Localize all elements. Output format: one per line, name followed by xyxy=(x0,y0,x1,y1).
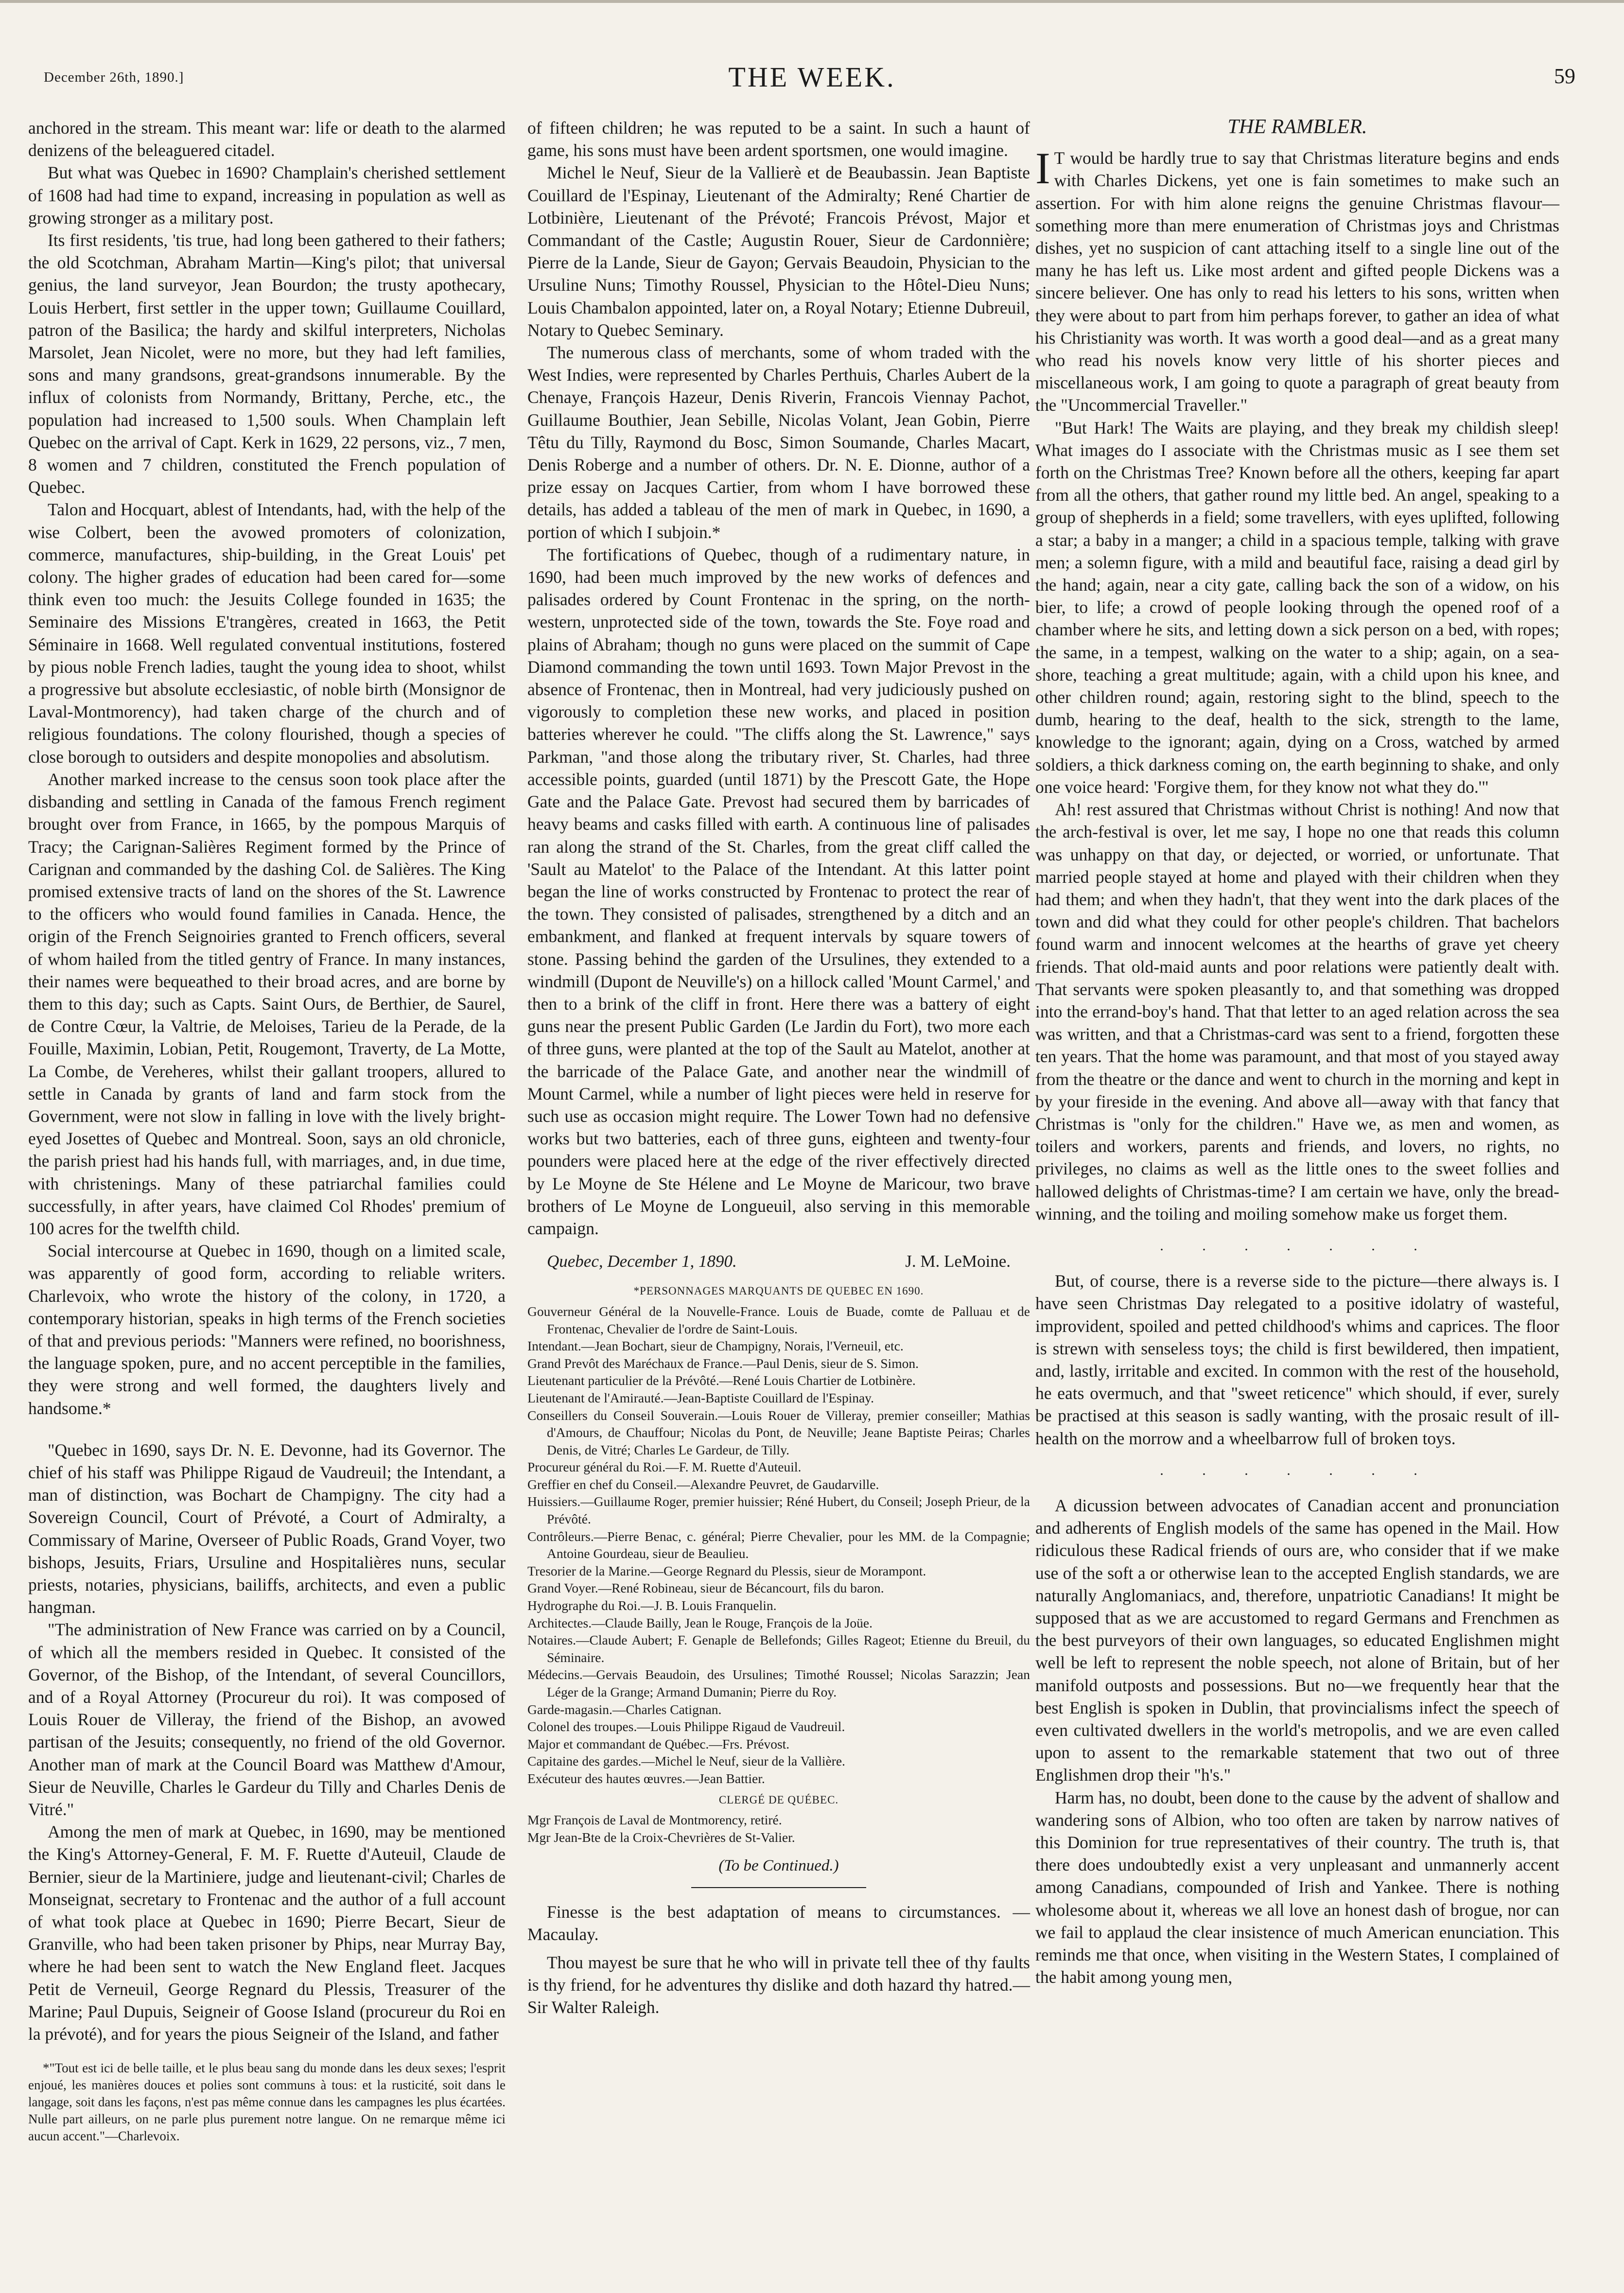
paragraph: But, of course, there is a reverse side to the picture—there always is. I have seen Christmas Day relegated to a positive idolatry of wasteful, improvident, spoiled and petted childhood's whims and caprices. The floor is strewn with senseless toys; the child is first bewildered, then impatient, and, lastly, irritable and excited. In common with the rest of the household, he eats overmuch, and that "sweet reticence" which should, if ever, surely be practised at this season is sadly wanting, with the prosaic result of ill-health on the morrow and a wheelbarrow full of broken toys. xyxy=(1035,1271,1559,1448)
list-item: Greffier en chef du Conseil.—Alexandre Peuvret, de Gaudarville. xyxy=(527,1476,879,1492)
list-item: Lieutenant particulier de la Prévôté.—René Louis Chartier de Lotbinère. xyxy=(527,1373,916,1388)
maxim: Finesse is the best adaptation of means to circumstances. —Macaulay. xyxy=(527,1902,1030,1944)
paragraph-text: T would be hardly true to say that Christmas literature begins and ends with Charles Dickens, yet one is fain sometimes to make such an assertion. For with him alone reigns the genuine Christmas flavour—something more than mere enumeration of Christmas joys and Christmas dishes, yet no suspicion of cant attaching itself to a single line out of the many he has left us. Like most ardent and gifted people Dickens was a sincere believer. One has only to read his letters to his sons, written when they were about to part from him perhaps forever, to gather an idea of what his Christianity was worth. It was worth a good deal—and as a great many who read his novels know very little of his shorter pieces and miscellaneous work, I am going to quote a paragraph of great beauty from the "Uncommercial Traveller." xyxy=(1035,148,1559,415)
paragraph: Among the men of mark at Quebec, in 1690, may be mentioned the King's Attorney-General, F. M. F. Ruette d'Auteuil, Claude de Bernier, sieur de la Martiniere, judge and lieutenant-civil; Charles de Monseignat, secretary to Frontenac and the author of a full account of what took place at Quebec in 1690; Pierre Becart, Sieur de Granville, who had been taken prisoner by Phips, near Murray Bay, where he had been sent to watch the New England fleet. Jacques Petit de Verneuil, George Regnard du Plessis, Treasurer of the Marine; Paul Dupuis, Seigneir of Goose Island (procureur du Roi en la prévoté), and for years the pious Seigneir of the Island, and father xyxy=(28,1822,506,2044)
paragraph: The numerous class of merchants, some of whom traded with the West Indies, were represented by Charles Perthuis, Charles Aubert de la Chenaye, François Hazeur, Denis Riverin, Francois Viennay Pachot, Guillaume Bouthier, Jean Sebille, Nicolas Volant, Jean Gobin, Pierre Têtu du Tilly, Raymond du Bosc, Simon Soumande, Charles Macart, Denis Roberge and a number of others. Dr. N. E. Dionne, author of a prize essay on Jacques Cartier, from whom I have borrowed these details, has added a tableau of the men of mark in Quebec, in 1690, a portion of which I subjoin.* xyxy=(527,343,1030,542)
maxim: Thou mayest be sure that he who will in private tell thee of thy faults is thy friend, for he adventures thy dislike and doth hazard thy hatred.—Sir Walter Raleigh. xyxy=(527,1952,1030,2017)
list-item: Lieutenant de l'Amirauté.—Jean-Baptiste Couillard de l'Espinay. xyxy=(527,1390,874,1405)
list-item: Conseillers du Conseil Souverain.—Louis Rouer de Villeray, premier conseiller; Mathias d'Amours, de Chauffour; Nicolas du Pont, de Neuville; Jeane Baptiste Peiras; Charles Denis, de Vitré; Charles Le Gardeur, de Tilly. xyxy=(527,1407,1030,1457)
list-item: Notaires.—Claude Aubert; F. Genaple de Bellefonds; Gilles Rageot; Etienne du Breuil, du Séminaire. xyxy=(527,1632,1030,1665)
paragraph: A dicussion between advocates of Canadian accent and pronunciation and adherents of English models of the same has opened in the Mail. How ridiculous these Radical friends of ours are, who consider that if we make use of the soft a or otherwise lean to the accepted English standards, we are naturally Anglomaniacs, and, therefore, unpatriotic Canadians! It might be supposed that as we are accustomed to regard Germans and Frenchmen as the best purveyors of their own languages, so educated Englishmen might well be left to represent the noble speech, not alone of Britain, but of her manifold outposts and possessions. But no—we frequently hear that the best English is spoken in Dublin, that provincialisms infect the speech of even cultivated dwellers in the world's metropolis, and we are even called upon to assent to the remarkable statement that two out of three Englishmen drop their "h's." xyxy=(1035,1495,1559,1785)
list-item: Tresorier de la Marine.—George Regnard du Plessis, sieur de Morampont. xyxy=(527,1563,926,1578)
section-dots: . . . . . . . xyxy=(1160,1237,1435,1254)
list-item: Capitaine des gardes.—Michel le Neuf, sieur de la Vallière. xyxy=(527,1753,845,1769)
footnote-text: *"Tout est ici de belle taille, et le plus beau sang du monde dans les deux sexes; l'esprit enjoué, les manières douces et polies sont communs à tous: et la rusticité, soit dans le langage, soit dans les façons, n'est pas même connue dans les campagnes les plus écartées. Nulle part ailleurs, on ne parle plus purement notre langue. On ne remarque même ici aucun accent."—Charlevoix. xyxy=(28,2061,506,2144)
paragraph: Harm has, no doubt, been done to the cause by the advent of shallow and wandering sons of Albion, who too often are taken by narrow natives of this Dominion for true representatives of their country. The truth is, that there does undoubtedly exist a very unpleasant and unmannerly accent among Canadians, compounded of Irish and Yankee. There is nothing wholesome about it, whereas we all love an honest dash of brogue, nor can we fail to applaud the clear insistence of much American enunciation. This reminds me that once, when visiting in the Western States, I complained of the habit among young men, xyxy=(1035,1787,1559,1987)
list-item: Grand Voyer.—René Robineau, sieur de Bécancourt, fils du baron. xyxy=(527,1580,884,1596)
clergy-heading: CLERGÉ DE QUÉBEC. xyxy=(718,1793,839,1806)
spacer xyxy=(28,1419,506,1439)
list-item: Huissiers.—Guillaume Roger, premier huissier; Réné Hubert, du Conseil; Joseph Prieur, de la Prévôté. xyxy=(527,1494,1030,1527)
clergy-item: Mgr François de Laval de Montmorency, retiré. xyxy=(527,1812,782,1828)
column-right xyxy=(1035,117,1559,1988)
column-middle xyxy=(527,117,1030,2019)
list-item: Garde-magasin.—Charles Catignan. xyxy=(527,1701,722,1717)
signature-line xyxy=(527,1250,1011,1273)
footnote xyxy=(28,2060,506,2145)
list-item: Contrôleurs.—Pierre Benac, c. général; Pierre Chevalier, pour les MM. de la Compagnie; Antoine Gourdeau, sieur de Beaulieu. xyxy=(527,1528,1030,1561)
paragraph: "The administration of New France was carried on by a Council, of which all the members resided in Quebec. It consisted of the Governor, of the Bishop, of the Intendant, of several Councillors, and of a Royal Attorney (Procureur du roi). It was composed of Louis Rouer de Villeray, the friend of the Bishop, an avowed partisan of the Jesuits; consequently, no friend of the old Governor. Another man of mark at the Council Board was Matthew d'Amour, Sieur de Neuville, Charles le Gardeur du Tilly and Charles Denis de Vitré." xyxy=(28,1620,506,1820)
paragraph: Another marked increase to the census soon took place after the disbanding and settling in Canada of the famous French regiment brought over from France, in 1665, by the pompous Marquis of Tracy; the Carignan-Salières Regiment formed by the Prince of Carignan and commanded by the dashing Col. de Salières. The King promised extensive tracts of land on the shores of the St. Lawrence to the officers who would found families in Canada. Hence, the origin of the French Seignoiries granted to French officers, several of whom hailed from the titled gentry of France. In many instances, their names were bequeathed to their broad acres, and are borne by them to this day; such as Capts. Saint Ours, de Berthier, de Saurel, de Contre Cœur, la Valtrie, de Meloises, Tarieu de la Perade, de la Fouille, Maximin, Lobian, Petit, Rougemont, Traverty, de La Motte, La Combe, de Vereheres, whilst their gallant troopers, allured to settle in Canada by grants of land and farm stock from the Government, were not slow in falling in love with the lively bright-eyed Josettes of Quebec and Montreal. Soon, says an old chronicle, the parish priest had his hands full, with marriages, and, in due time, with christenings. Many of these patriarchal families could successfully, in after years, have claimed Col Rhodes' premium of 100 acres for the twelfth child. xyxy=(28,769,506,1238)
notables-list xyxy=(527,1282,1030,1846)
list-item: Procureur général du Roi.—F. M. Ruette d'Auteuil. xyxy=(527,1459,802,1475)
signature-place: Quebec, December 1, 1890. xyxy=(547,1252,737,1271)
paragraph: Social intercourse at Quebec in 1690, though on a limited scale, was apparently of good form, according to reliable writers. Charlevoix, who wrote the history of the colony, in 1720, a contemporary historian, speaks in high terms of the French societies of that and previous periods: "Manners were refined, no boorishness, the language spoken, pure, and no accent perceptible in the families, they were strong and well formed, the daughters lively and handsome.* xyxy=(28,1241,506,1418)
list-heading: *PERSONNAGES MARQUANTS DE QUEBEC EN 1690. xyxy=(633,1285,924,1297)
signature-name: J. M. LeMoine. xyxy=(905,1252,1011,1271)
page-header xyxy=(44,61,1580,105)
paragraph xyxy=(1035,143,1559,416)
section-dots: . . . . . . . xyxy=(1160,1462,1435,1478)
paragraph: anchored in the stream. This meant war: life or death to the alarmed denizens of the beleaguered citadel. xyxy=(28,118,506,160)
to-be-continued: (To be Continued.) xyxy=(718,1857,839,1875)
list-item: Médecins.—Gervais Beaudoin, des Ursulines; Timothé Roussel; Nicolas Sarazzin; Jean Léger de la Grange; Armand Dumanin; Pierre du Roy. xyxy=(527,1667,1030,1700)
paragraph: Michel le Neuf, Sieur de la Vallierè et de Beaubassin. Jean Baptiste Couillard de l'Espinay, Lieutenant of the Admiralty; René Chartier de Lotbinière, Lieutenant of the Prévoté; Francois Prévost, Major et Commandant of the Castle; Augustin Rouer, Sieur de Cardonnière; Pierre de la Lande, Sieur de Gayon; Gervais Beaudoin, Physician to the Ursuline Nuns; Timothy Roussel, Physician to the Hôtel-Dieu Nuns; Louis Chambalon appointed, later on, a Royal Notary; Etienne Dubreuil, Notary to Quebec Seminary. xyxy=(527,163,1030,340)
paragraph: of fifteen children; he was reputed to be a saint. In such a haunt of game, his sons must have been ardent sportsmen, one would imagine. xyxy=(527,118,1030,160)
list-item: Colonel des troupes.—Louis Philippe Rigaud de Vaudreuil. xyxy=(527,1719,845,1734)
list-item: Grand Prevôt des Maréchaux de France.—Paul Denis, sieur de S. Simon. xyxy=(527,1355,919,1371)
paragraph: The fortifications of Quebec, though of a rudimentary nature, in 1690, had been much improved by the new works of defences and palisades ordered by Count Frontenac in the spring, on the north-western, unprotected side of the town, towards the Ste. Foye road and plains of Abraham; though no guns were placed on the summit of Cape Diamond commanding the town until 1693. Town Major Prevost in the absence of Frontenac, then in Montreal, had very judiciously pushed on vigorously to completion these new works, and placed in position batteries wherever he could. "The cliffs along the St. Lawrence," says Parkman, "and those along the tributary river, St. Charles, had three accessible points, guarded (until 1871) by the Prescott Gate, the Hope Gate and the Palace Gate. Prevost had secured them by barricades of heavy beams and casks filled with earth. A continuous line of palisades ran along the strand of the St. Charles, from the great cliff called the 'Sault au Matelot' to the Palace of the Intendant. At this latter point began the line of works constructed by Frontenac to protect the rear of the town. They consisted of palisades, strengthened by a ditch and an embankment, and flanked at frequent intervals by square towers of stone. Passing behind the garden of the Ursulines, they extended to a windmill (Dupont de Neuville's) on a hillock called 'Mount Carmel,' and then to a brink of the cliff in front. Here there was a battery of eight guns near the present Public Garden (Le Jardin du Fort), two more each of three guns, were planted at the top of the Sault au Matelot, another at the barricade of the Palace Gate, and another near the windmill of Mount Carmel, while a number of light pieces were held in reserve for such use as occasion might require. The Lower Town had no defensive works but two batteries, each of three guns, eighteen and twenty-four pounders were placed here at the edge of the river effectively directed by Le Moyne de Ste Hélene and Le Moyne de Maricour, two brave brothers of Le Moyne de Longueuil, also serving in this memorable campaign. xyxy=(527,544,1030,1238)
clergy-item: Mgr Jean-Bte de la Croix-Chevrières de St-Valier. xyxy=(527,1829,795,1845)
paragraph: Talon and Hocquart, ablest of Intendants, had, with the help of the wise Colbert, been the avowed promoters of colonization, commerce, manufactures, ship-building, in the Great Louis' pet colony. The higher grades of education had been cared for—some think even too much: the Jesuits College founded in 1635; the Seminaire des Missions E'trangères, created in 1663, the Petit Séminaire in 1668. Well regulated conventual institutions, fostered by pious noble French ladies, taught the young idea to shoot, whilst a progressive but absolute ecclesiastic, of noble birth (Monsignor de Laval-Montmorency), had taken charge of the church and of religious foundations. The colony flourished, though a species of close borough to outsiders and despite monopolies and absolutism. xyxy=(28,500,506,767)
list-item: Exécuteur des hautes œuvres.—Jean Battier. xyxy=(527,1770,765,1786)
list-item: Gouverneur Général de la Nouvelle-France. Louis de Buade, comte de Palluau et de Frontenac, Chevalier de l'ordre de Saint-Louis. xyxy=(527,1303,1030,1336)
list-item: Intendant.—Jean Bochart, sieur de Champigny, Norais, l'Verneuil, etc. xyxy=(527,1338,904,1354)
top-rule xyxy=(0,0,1624,3)
masthead-title: THE WEEK. xyxy=(728,61,896,93)
paragraph: But what was Quebec in 1690? Champlain's cherished settlement of 1608 had had time to expand, increasing in population as well as growing stronger as a military post. xyxy=(28,163,506,228)
list-item: Architectes.—Claude Bailly, Jean le Rouge, François de la Joüe. xyxy=(527,1615,873,1630)
list-item: Major et commandant de Québec.—Frs. Prévost. xyxy=(527,1736,790,1751)
paragraph: "Quebec in 1690, says Dr. N. E. Devonne, had its Governor. The chief of his staff was Philippe Rigaud de Vaudreuil; the Intendant, a man of distinction, was Bochart de Champigny. The city had a Sovereign Council, Court of Prévoté, a Court of Admiralty, a Commissary of Marine, Overseer of Public Roads, Grand Voyer, two bishops, Jesuits, Friars, Ursuline and Hospitalières nuns, secular priests, notaries, physicians, bailiffs, architects, and even a public hangman. xyxy=(28,1440,506,1617)
paragraph: Its first residents, 'tis true, had long been gathered to their fathers; the old Scotchman, Abraham Martin—King's pilot; that universal genius, the land surveyor, Jean Bourdon; the trusty apothecary, Louis Herbert, first settler in the upper town; Guillaume Couillard, patron of the Basilica; the hardy and skilful interpreters, Nicholas Marsolet, Jean Nicolet, were no more, but they had left families, sons and many grandsons, great-grandsons innumerable. By the influx of colonists from Normandy, Brittany, Perche, etc., the population had increased to 1,500 souls. When Champlain left Quebec on the arrival of Capt. Kerk in 1629, 22 persons, viz., 7 men, 8 women and 7 children, constituted the French population of Quebec. xyxy=(28,230,506,497)
paragraph: Ah! rest assured that Christmas without Christ is nothing! And now that the arch-festival is over, let me say, I hope no one that reads this column was unhappy on that day, or dejected, or worried, or unfortunate. That married people stayed at home and played with their children when they had them; and when they hadn't, that they went into the dark places of the town and did what they could for other people's children. That bachelors found warm and innocent welcomes at the hearths of grave yet cheery friends. That old-maid aunts and poor relations were patiently dealt with. That servants were spoken pleasantly to, and that something was dropped into the errand-boy's hand. That that letter to an aged relation across the sea was written, and that a Christmas-card was sent to a friend, forgotten these ten years. That the home was paramount, and that most of you stayed away from the theatre or the dance and went to church in the morning and kept in by your fireside in the evening. And above all—away with that fancy that Christmas is "only for the children." Have we, as men and women, as toilers and workers, parents and friends, and lovers, no rights, no privileges, no claims as well as the little ones to the sweet follies and hallowed delights of Christmas-time? I am certain we have, only the bread-winning, and the toiling and moiling somehow make us forget them. xyxy=(1035,800,1559,1224)
column-left xyxy=(28,117,506,2145)
paragraph: "But Hark! The Waits are playing, and they break my childish sleep! What images do I associate with the Christmas music as I see them set forth on the Christmas Tree? Known before all the others, keeping far apart from all the others, that gather round my little bed. An angel, speaking to a group of shepherds in a field; some travellers, with eyes uplifted, following a star; a baby in a manger; a child in a spacious temple, talking with grave men; a solemn figure, with a mild and beautiful face, raising a dead girl by the hand; again, near a city gate, calling back the son of a widow, on his bier, to life; a crowd of people looking through the opened roof of a chamber where he sits, and letting down a sick person on a bed, with ropes; the same, in a tempest, walking on the water to a ship; again, on a sea-shore, teaching a great multitude; again, with a child upon his knee, and other children round; again, restoring sight to the blind, speech to the dumb, hearing to the deaf, health to the sick, strength to the lame, knowledge to the ignorant; again, dying on a Cross, watched by armed soldiers, a thick darkness coming on, the earth beginning to shake, and only one voice heard: 'Forgive them, for they know not what they do.'" xyxy=(1035,418,1559,797)
page-number: 59 xyxy=(1554,64,1575,88)
list-item: Hydrographe du Roi.—J. B. Louis Franquelin. xyxy=(527,1598,777,1613)
issue-date: December 26th, 1890.] xyxy=(44,70,184,85)
section-title: THE RAMBLER. xyxy=(1227,116,1367,138)
drop-cap: I xyxy=(1035,143,1050,193)
